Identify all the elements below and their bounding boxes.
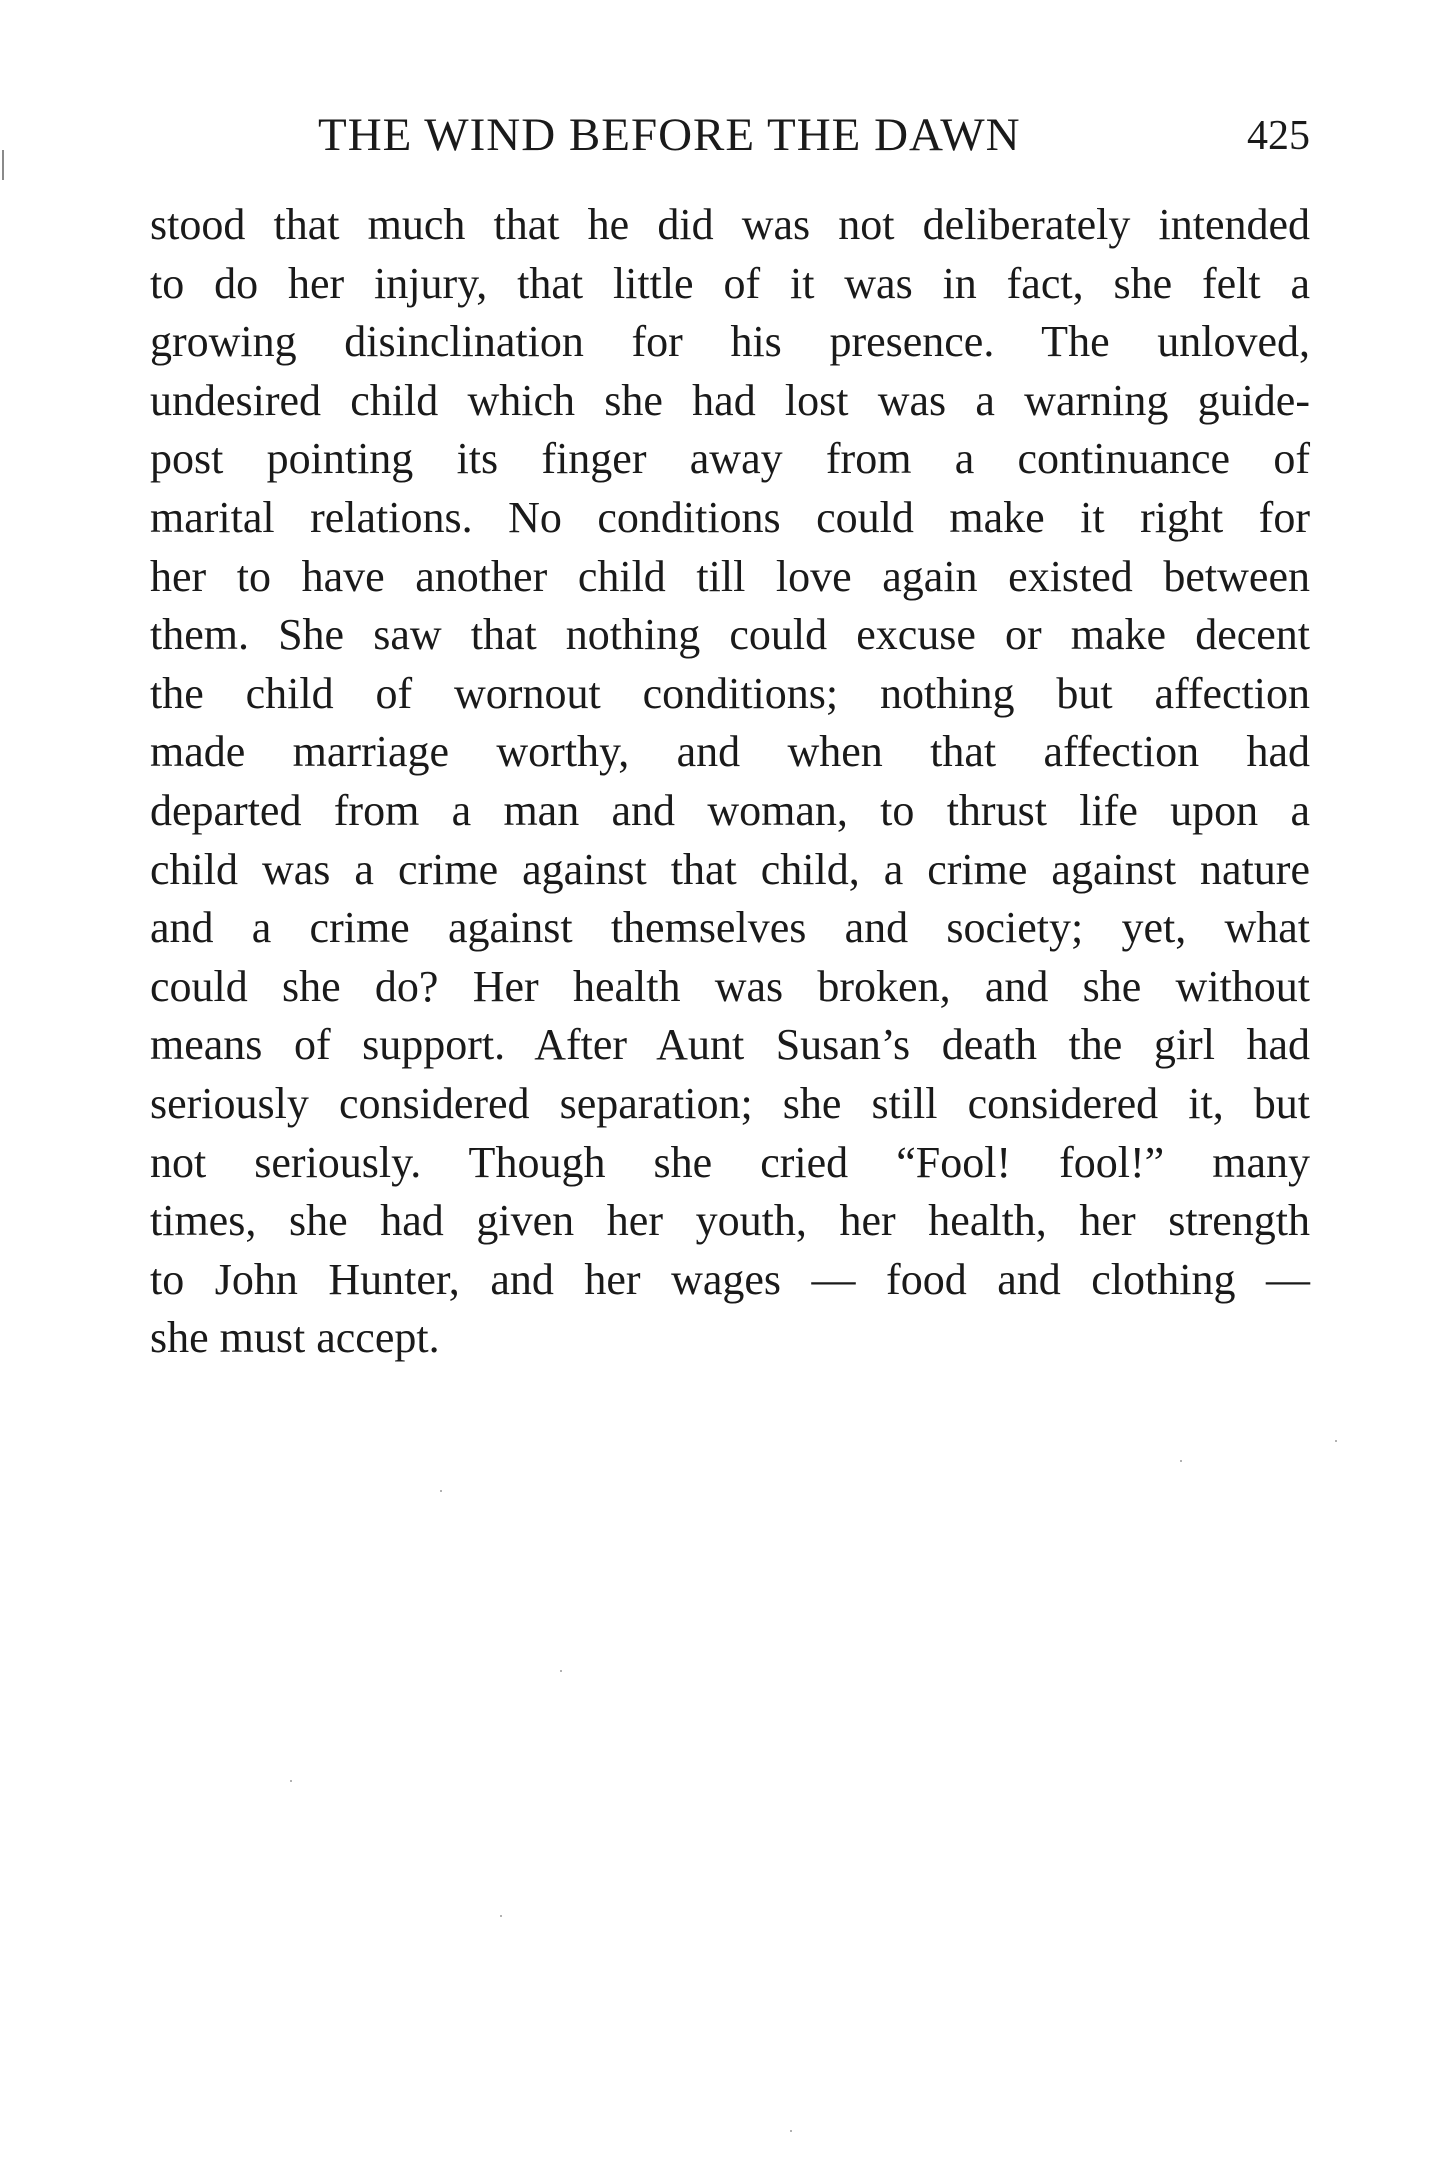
paper-speck bbox=[560, 1670, 562, 1672]
text-line: marital relations. No conditions could make it right for bbox=[150, 492, 1310, 542]
text-line: to do her injury, that little of it was in fact, she felt a bbox=[150, 258, 1310, 308]
text-line: the child of wornout conditions; nothing but affection bbox=[150, 668, 1310, 718]
text-line: child was a crime against that child, a crime against nature bbox=[150, 844, 1310, 894]
page-edge-mark bbox=[2, 150, 4, 180]
page-number: 425 bbox=[1247, 113, 1310, 159]
body-text bbox=[150, 196, 1310, 1368]
text-line: departed from a man and woman, to thrust life upon a bbox=[150, 785, 1310, 835]
text-line: growing disinclination for his presence. The unloved, bbox=[150, 317, 1310, 367]
text-line: she must accept. bbox=[150, 1313, 440, 1363]
text-line: seriously considered separation; she still considered it, but bbox=[150, 1078, 1310, 1128]
paper-speck bbox=[440, 1490, 442, 1492]
text-line: her to have another child till love again existed between bbox=[150, 551, 1310, 601]
paper-speck bbox=[790, 2130, 792, 2132]
text-line: post pointing its finger away from a continuance of bbox=[150, 434, 1310, 484]
text-line: not seriously. Though she cried “Fool! fool!” many bbox=[150, 1137, 1310, 1187]
paper-speck bbox=[500, 1915, 502, 1917]
text-line: them. She saw that nothing could excuse or make decent bbox=[150, 610, 1310, 660]
text-line: times, she had given her youth, her health, her strength bbox=[150, 1196, 1310, 1246]
text-line: could she do? Her health was broken, and she without bbox=[150, 961, 1310, 1011]
text-line: made marriage worthy, and when that affection had bbox=[150, 727, 1310, 777]
text-line: stood that much that he did was not deliberately intended bbox=[150, 200, 1310, 249]
paper-speck bbox=[1335, 1440, 1337, 1442]
paper-speck bbox=[1180, 1460, 1182, 1462]
text-line: means of support. After Aunt Susan’s death the girl had bbox=[150, 1020, 1310, 1070]
text-line: and a crime against themselves and society; yet, what bbox=[150, 903, 1310, 953]
running-head bbox=[150, 108, 1310, 168]
paper-speck bbox=[290, 1780, 292, 1782]
running-title: THE WIND BEFORE THE DAWN bbox=[318, 109, 1021, 161]
text-line: to John Hunter, and her wages — food and clothing — bbox=[150, 1254, 1310, 1304]
text-line: undesired child which she had lost was a warning guide- bbox=[150, 375, 1310, 425]
